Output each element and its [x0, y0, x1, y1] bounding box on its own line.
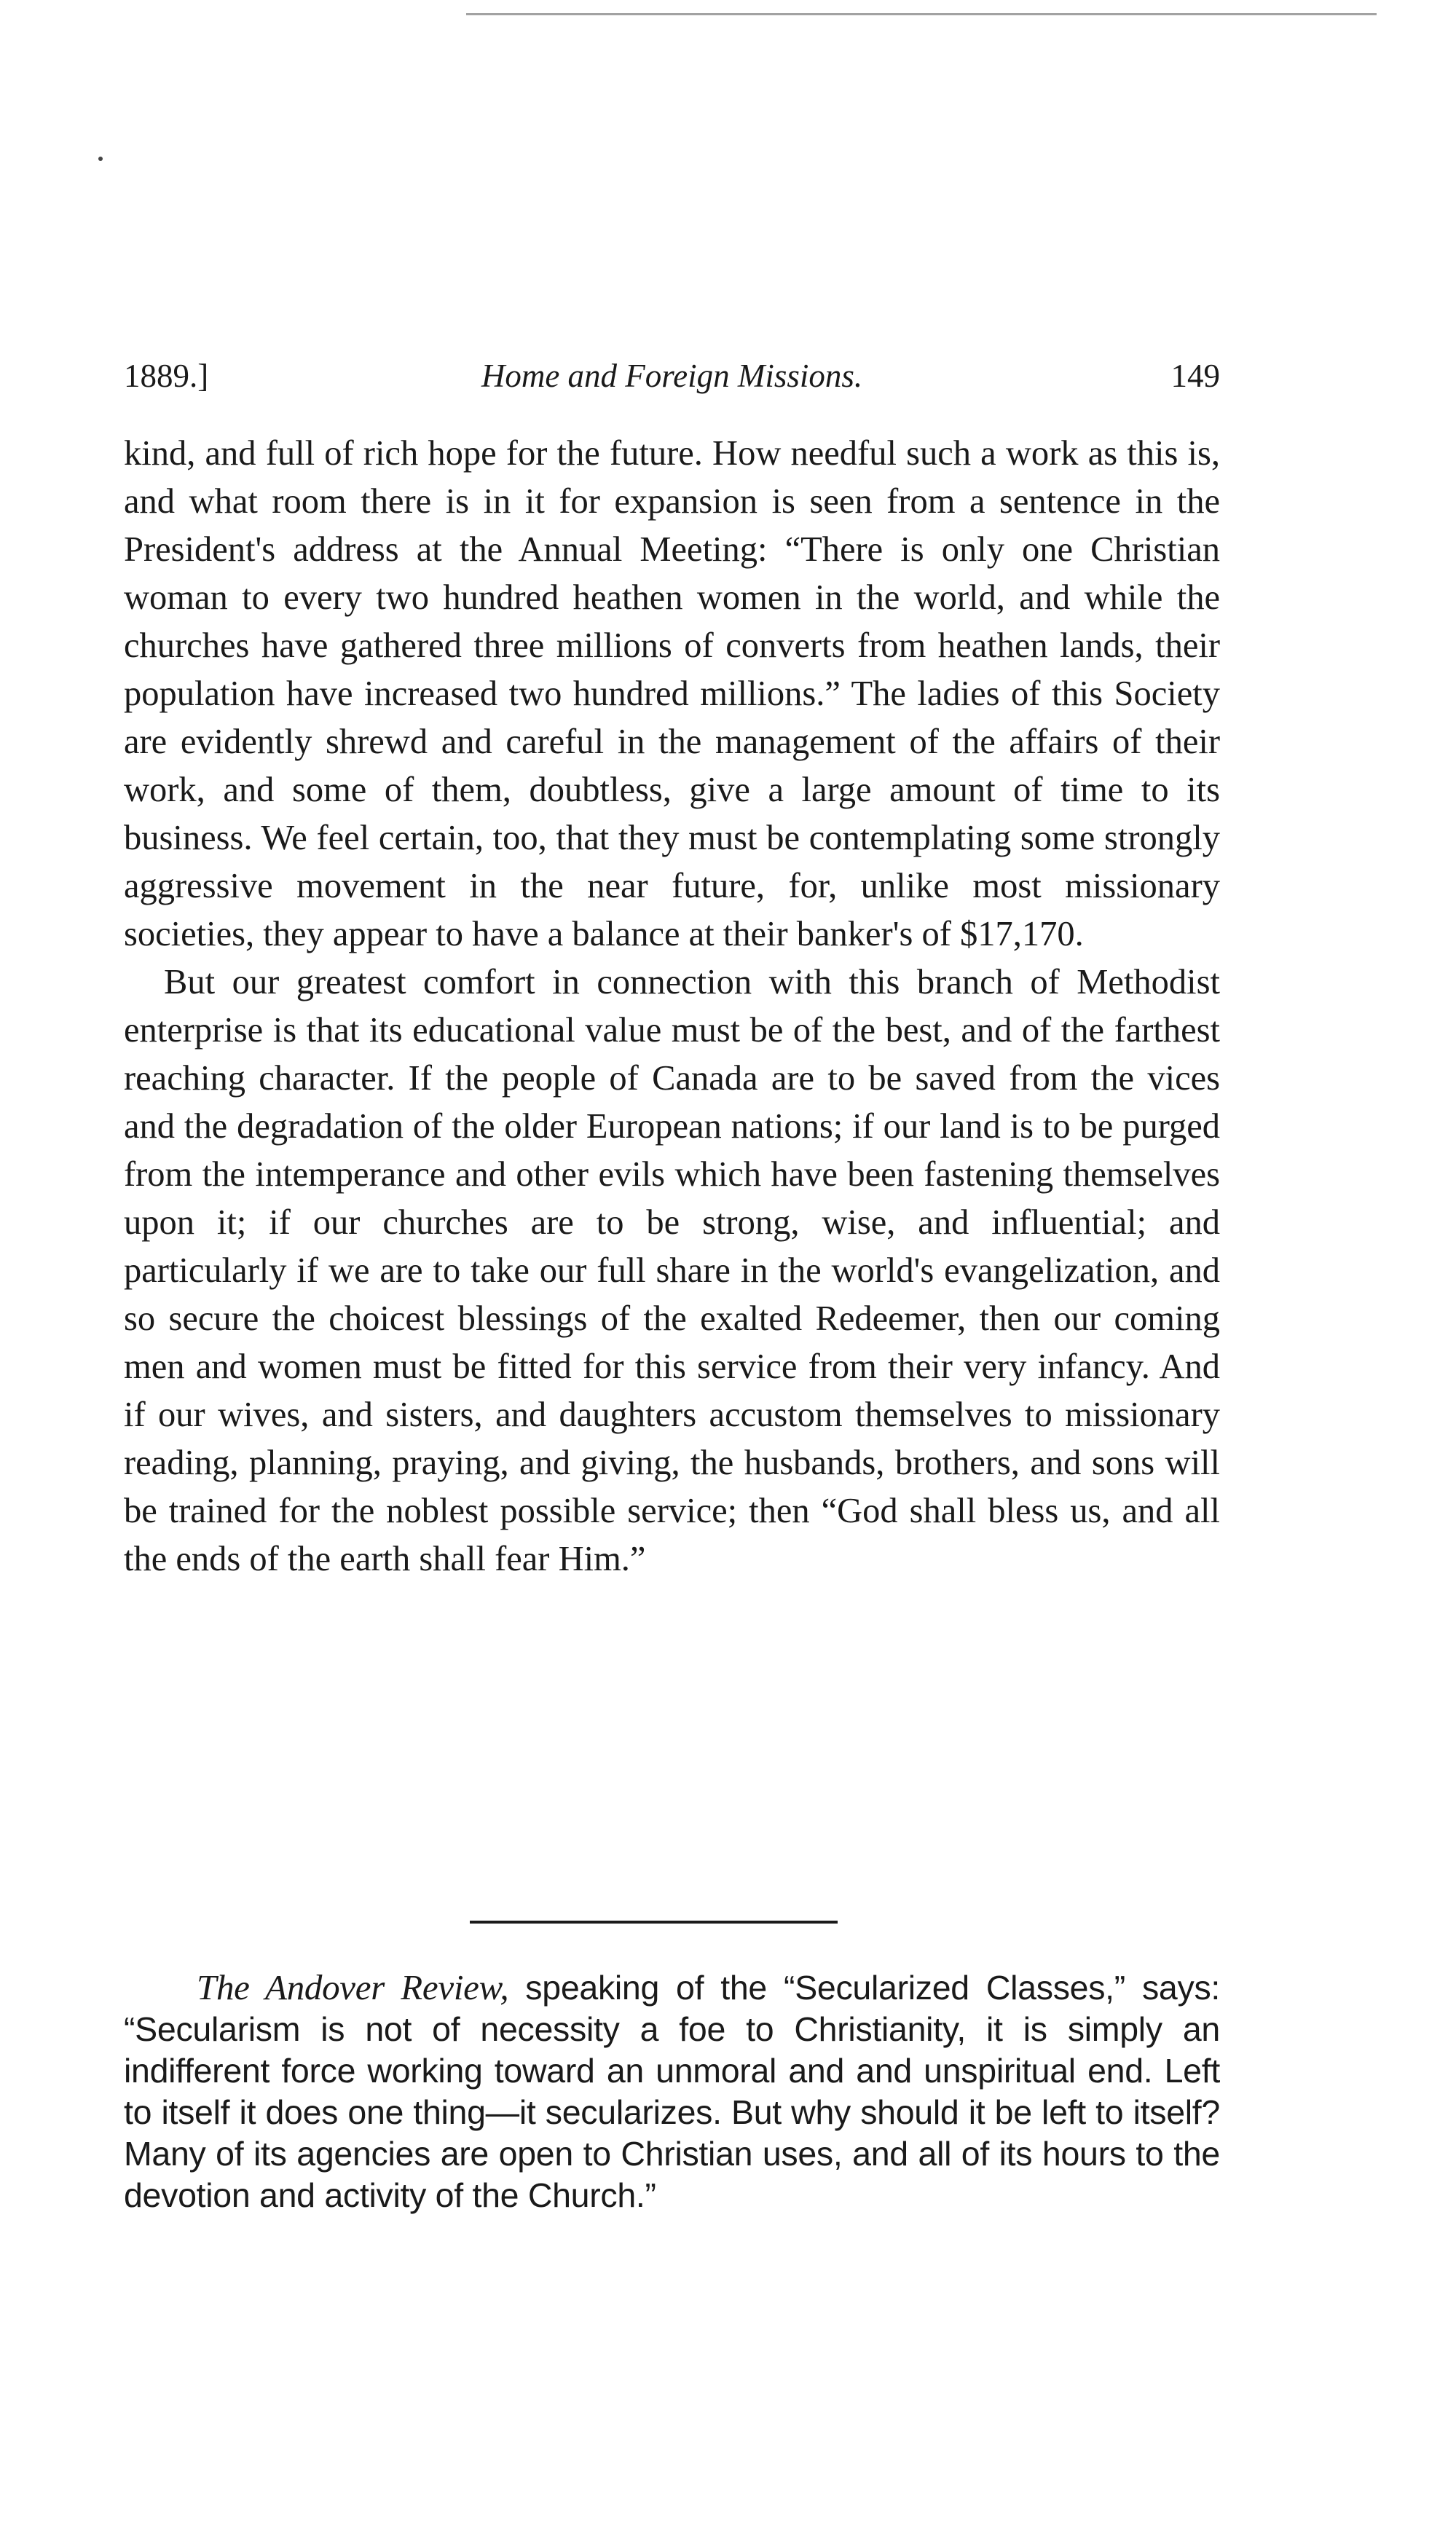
- scan-edge-artifact: [466, 13, 1377, 23]
- article-body: [124, 430, 1220, 1583]
- section-divider: [470, 1921, 838, 1924]
- paragraph-continued: kind, and full of rich hope for the future. How needful such a work as this is, and what room there is in it for expansion is seen from a sentence in the President's address at the Annual Meeting: “There is only one Christian woman to every two hundred heathen women in the world, and while the churches have gathered three millions of converts from heathen lands, their population have increased two hundred millions.” The ladies of this Society are evidently shrewd and careful in the management of the affairs of their work, and some of them, doubtless, give a large amount of time to its business. We feel certain, too, that they must be contemplating some strongly aggressive movement in the near future, for, unlike most missionary societies, they appear to have a balance at their banker's of $17,170.: [124, 434, 1220, 953]
- note-paragraph: [124, 1967, 1220, 2216]
- running-head: [124, 357, 1220, 401]
- note-body: speaking of the “Secularized Classes,” says: “Secularism is not of necessity a foe to Christianity, it is simply an indifferent force working toward an unmoral and and unspiritual end. Left to itself it does one thing—it secularizes. But why should it be left to itself? Many of its agencies are open to Christian uses, and all of its hours to the devotion and activity of the Church.”: [124, 1969, 1221, 2214]
- page-number: 149: [1170, 358, 1220, 394]
- andover-review-note: [124, 1967, 1220, 2216]
- running-head-title: Home and Foreign Missions.: [481, 358, 863, 394]
- running-head-year: 1889.]: [124, 358, 209, 394]
- scan-speck: [98, 157, 103, 161]
- paragraph-educational-value: But our greatest comfort in connection with this branch of Methodist enterprise is that its educational value must be of the best, and of the farthest reaching character. If the people of Canada are to be saved from the vices and the degradation of the older European nations; if our land is to be purged from the intemperance and other evils which have been fastening themselves upon it; if our churches are to be strong, wise, and influential; and particularly if we are to take our full share in the world's evangelization, and so secure the choicest blessings of the exalted Redeemer, then our coming men and women must be fitted for this service from their very infancy. And if our wives, and sisters, and daughters accustom themselves to missionary reading, planning, praying, and giving, the husbands, brothers, and sons will be trained for the noblest possible service; then “God shall bless us, and all the ends of the earth shall fear Him.”: [124, 963, 1220, 1578]
- note-source-title: The Andover Review,: [197, 1967, 509, 2007]
